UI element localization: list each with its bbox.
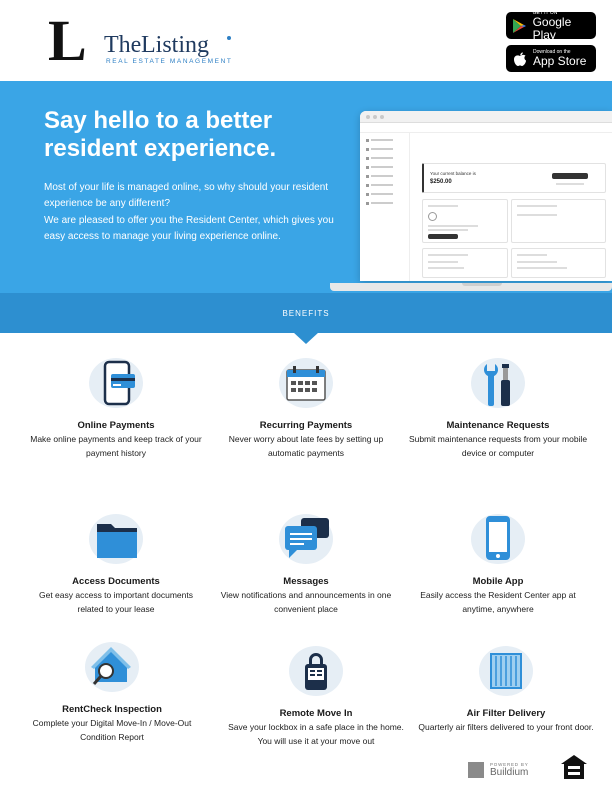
benefit-text: Complete your Digital Move-In / Move-Out Condition Report [32, 718, 192, 742]
band-arrow [293, 332, 319, 344]
benefit-air-filter-delivery [416, 644, 596, 735]
benefits-band [0, 293, 612, 333]
logo-text-the: The [104, 32, 142, 58]
tools-icon [467, 356, 529, 412]
powered-by-buildium: POWERED BY Buildium [468, 762, 529, 778]
benefit-access-documents [26, 512, 206, 616]
benefit-online-payments [26, 356, 206, 460]
apple-icon [513, 51, 527, 67]
house-search-icon [81, 640, 143, 696]
benefit-title: Mobile App [472, 576, 524, 587]
hero-title: Say hello to a better resident experience. [44, 107, 277, 162]
benefit-messages [216, 512, 396, 616]
benefit-title: Online Payments [77, 420, 155, 431]
benefit-title: Remote Move In [279, 708, 353, 719]
hero-paragraph-1: Most of your life is managed online, so why should your resident experience be any different? [44, 182, 329, 209]
benefit-recurring-payments [216, 356, 396, 460]
balance-amount: $250.00 [430, 179, 452, 185]
laptop-screenshot [360, 111, 612, 281]
logo-text-listing: Listing [141, 32, 210, 58]
benefit-title: Recurring Payments [259, 420, 353, 431]
equal-housing-icon [560, 754, 588, 780]
benefit-rentcheck-inspection [22, 640, 202, 744]
calendar-icon [275, 356, 337, 412]
benefit-title: Messages [283, 576, 329, 587]
benefit-title: RentCheck Inspection [62, 704, 162, 715]
balance-label: Your current balance is [430, 171, 476, 176]
benefits-heading: BENEFITS [282, 308, 330, 318]
benefit-text: Get easy access to important documents related to your lease [38, 590, 194, 614]
benefit-mobile-app [408, 512, 588, 616]
app-store-button[interactable]: Download on the App Store [506, 45, 596, 72]
phone-card-icon [85, 356, 147, 412]
lockbox-icon [285, 644, 347, 700]
benefit-title: Air Filter Delivery [466, 708, 546, 719]
benefit-maintenance-requests [408, 356, 588, 460]
hero-paragraph-2: We are pleased to offer you the Resident Center, which gives you easy access to manage your living experience online. [44, 215, 334, 242]
company-logo: L The Listing REAL ESTATE MANAGEMENT [48, 8, 233, 73]
air-filter-icon [475, 644, 537, 700]
chat-icon [275, 512, 337, 568]
buildium-logo-icon [468, 762, 484, 778]
logo-subtitle: REAL ESTATE MANAGEMENT [106, 58, 233, 65]
google-play-button[interactable]: GET IT ON Google Play [506, 12, 596, 39]
benefit-text: Easily access the Resident Center app at anytime, anywhere [420, 590, 576, 614]
benefit-text: Never worry about late fees by setting up automatic payments [228, 434, 384, 458]
benefit-text: Make online payments and keep track of your payment history [30, 434, 202, 458]
google-play-icon [513, 18, 527, 34]
benefit-title: Access Documents [72, 576, 160, 587]
benefit-text: Save your lockbox in a safe place in the home. You will use it at your move out [228, 722, 404, 746]
benefit-text: View notifications and announcements in one convenient place [220, 590, 392, 614]
benefit-text: Quarterly air filters delivered to your front door. [418, 722, 594, 732]
benefit-title: Maintenance Requests [446, 420, 550, 431]
benefit-text: Submit maintenance requests from your mobile device or computer [408, 434, 588, 458]
benefit-remote-move-in [226, 644, 406, 748]
mobile-icon [467, 512, 529, 568]
folder-icon [85, 512, 147, 568]
